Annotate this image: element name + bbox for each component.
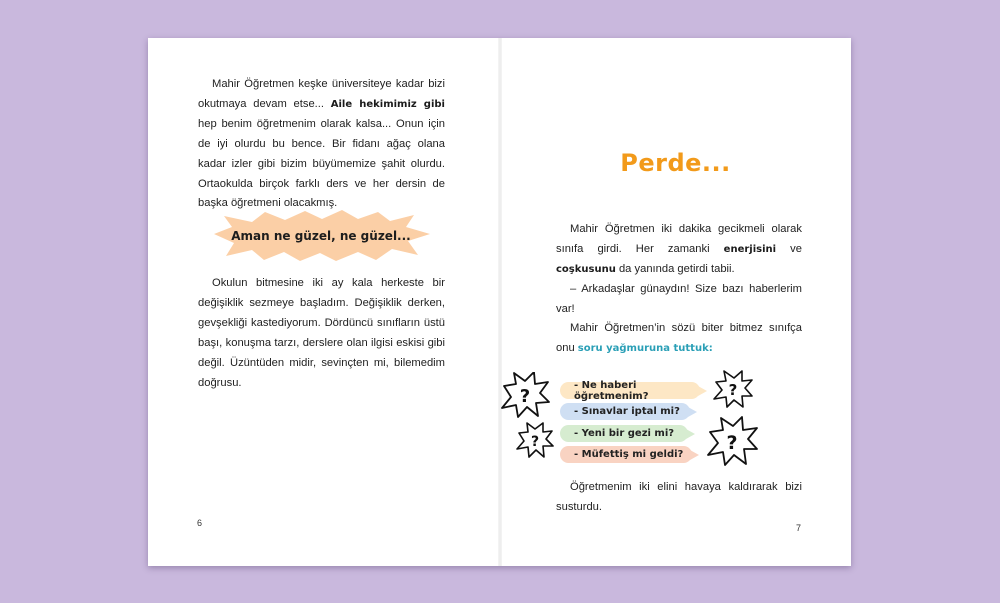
text-run: da yanında getirdi tabii. xyxy=(615,262,735,275)
question-mark: ? xyxy=(726,432,738,454)
question-burst-icon xyxy=(500,372,550,418)
right-paragraph-2: – Arkadaşlar günaydın! Size bazı haberlerim var! xyxy=(556,283,802,315)
question-mark: ? xyxy=(530,434,540,450)
question-mark: ? xyxy=(519,386,531,407)
left-paragraph-2: Okulun bitmesine iki ay kala herkeste bir değişiklik sezmeye başladım. Değişiklik derken, gevşekliği kastediyorum. Dördüncü sınıfların üstü başı, konuşma tarzı, derslere olan ilgisi eskisi gibi değil. Üzüntüden midir, sevinçten mi, bilemedim doğrusu. xyxy=(198,277,445,389)
question-bubble-2: - Sınavlar iptal mi? xyxy=(560,403,690,420)
question-burst-icon xyxy=(516,422,554,458)
question-burst-icon xyxy=(713,370,753,408)
text-run: ve xyxy=(776,242,802,255)
questions-illustration xyxy=(500,368,851,468)
emphasis-aile-hekimimiz: Aile hekimimiz gibi xyxy=(330,98,445,110)
right-paragraph-3 xyxy=(556,319,802,359)
emphasis-soru-yagmuru: soru yağmuruna tuttuk: xyxy=(577,342,713,354)
right-page xyxy=(500,38,851,566)
page-number-left: 6 xyxy=(197,518,203,528)
exclamation-burst xyxy=(210,210,432,262)
book-spread xyxy=(148,38,851,566)
question-bubble-4: - Müfettiş mi geldi? xyxy=(560,446,692,463)
question-mark: ? xyxy=(728,381,738,399)
right-paragraph-4: Öğretmenim iki elini havaya kaldırarak bizi susturdu. xyxy=(556,481,802,513)
right-paragraph-1 xyxy=(556,220,802,280)
emphasis-enerjisini: enerjisini xyxy=(723,243,777,255)
text-run: Mahir Öğretmen’in sözü biter bitmez sınıfça onu xyxy=(556,322,802,354)
text-run: Mahir Öğretmen iki dakika gecikmeli olarak sınıfa girdi. Her zamanki xyxy=(556,223,802,255)
left-page xyxy=(148,38,499,566)
question-bubble-1: - Ne haberi öğretmenim? xyxy=(560,382,700,399)
text-run: hep benim öğretmenim olarak kalsa... Onun için de iyi olurdu bu bence. Bir fidanı ağaç olana kadar izler gibi bizim büyümemize şahit olurdu. Ortaokulda birçok farklı ders ve her dersin de başka öğretmeni olacakmış. xyxy=(198,117,445,210)
burst-text: Aman ne güzel, ne güzel... xyxy=(231,229,411,243)
page-number-right: 7 xyxy=(796,523,802,533)
text-run: Mahir Öğretmen keşke üniversiteye kadar bizi okutmaya devam etse... xyxy=(198,78,445,110)
chapter-heading: Perde... xyxy=(620,149,731,177)
question-burst-icon xyxy=(706,416,758,466)
question-bubble-3: - Yeni bir gezi mi? xyxy=(560,425,688,442)
left-paragraph-1 xyxy=(198,75,445,214)
emphasis-coskusunu: coşkusunu xyxy=(556,263,616,275)
